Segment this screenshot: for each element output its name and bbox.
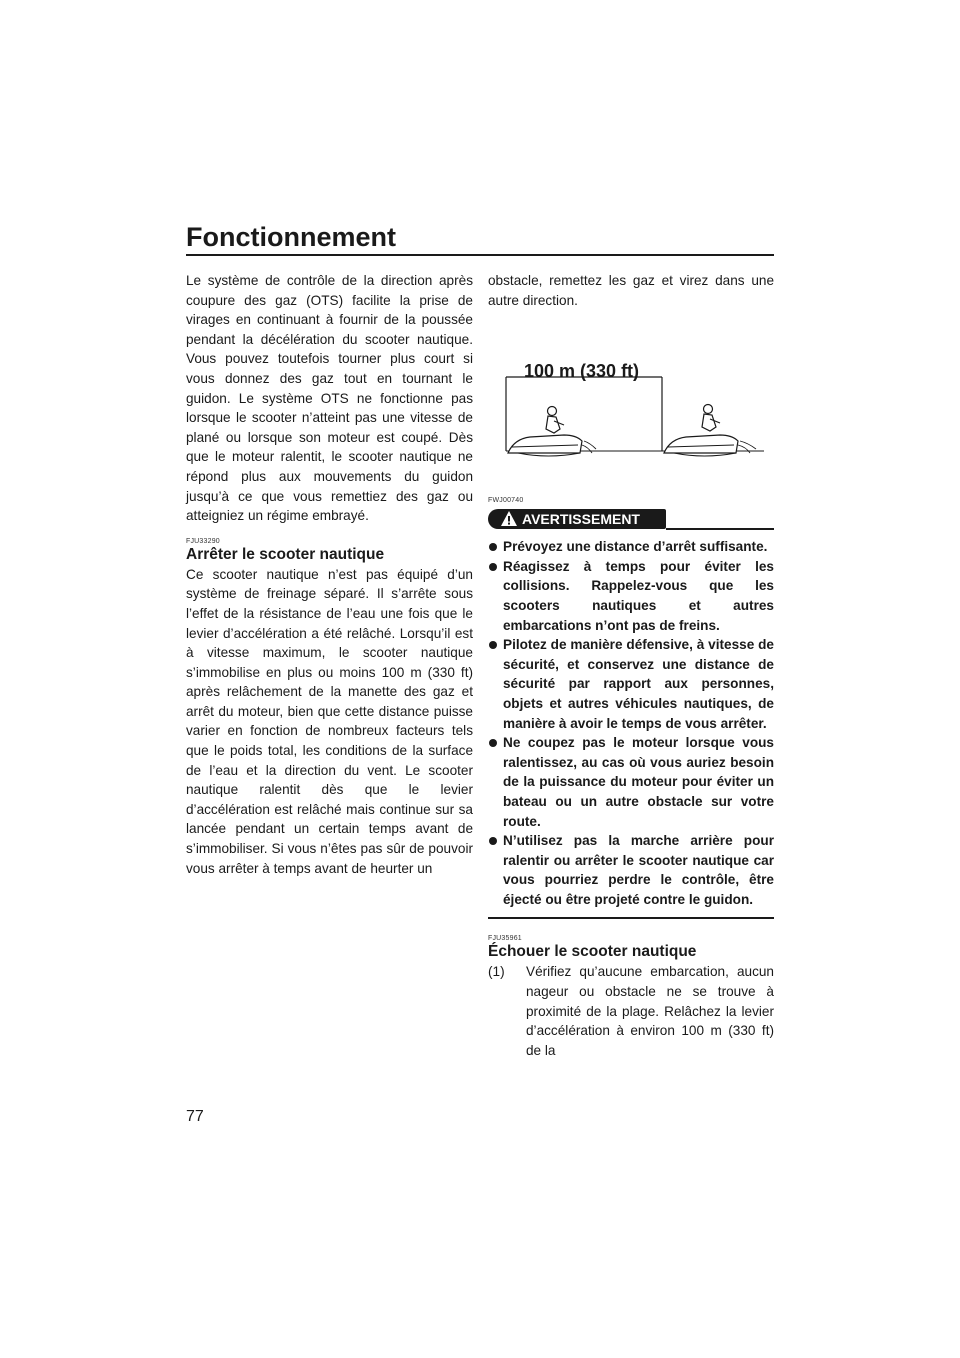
warning-item: Réagissez à temps pour éviter les collisions. Rappelez-vous que les scooters nautiques et autres embarcations n’ont pas de freins. <box>488 557 774 635</box>
bullet-dot-icon <box>489 543 497 551</box>
intro-paragraph: Le système de contrôle de la direction après coupure des gaz (OTS) facilite la prise de virages en continuant à fournir de la poussée pendant la décélération du scooter nautique. Vous pouvez toutefois tourner plus court si vous donnez des gaz tout en tournant le guidon. Le système OTS ne fonctionne pas lorsque le scooter n’atteint pas une vitesse de plané ou lorsque son moteur est coupé. Dès que le moteur ralentit, le scooter nautique ne répond plus aux mouvements du guidon jusqu’à ce que vous remettiez des gaz ou atteigniez un régime embrayé. <box>186 273 473 524</box>
warning-item: Ne coupez pas le moteur lorsque vous ralentissez, au cas où vous auriez besoin de la puissance du moteur pour éviter un bateau ou un autre obstacle sur votre route. <box>488 733 774 831</box>
section-title-beach: Échouer le scooter nautique <box>488 943 697 961</box>
page-title: Fonctionnement <box>186 222 396 252</box>
warning-list <box>488 537 774 909</box>
watercraft-left-icon <box>508 407 596 457</box>
warning-item: N’utilisez pas la marche arrière pour ralentir ou arrêter le scooter nautique car vous pourriez perdre le contrôle, être éjecté ou être projeté contre le guidon. <box>488 831 774 909</box>
bullet-dot-icon <box>489 837 497 845</box>
warning-triangle-icon <box>500 510 518 527</box>
stopping-distance-illustration <box>488 329 774 497</box>
section-code: FJU35961 <box>488 935 522 943</box>
step-text: Vérifiez qu’aucune embarcation, aucun nageur ou obstacle ne se trouve à proximité de la plage. Relâchez la levier d’accélération à environ 100 m (330 ft) de la <box>526 964 774 1058</box>
warning-code: FWJ00740 <box>488 497 524 505</box>
bullet-dot-icon <box>489 739 497 747</box>
warning-label: AVERTISSEMENT <box>522 511 640 528</box>
warning-item: Pilotez de manière défensive, à vitesse de sécurité, et conservez une distance de sécurité par rapport aux personnes, objets et autres véhicules nautiques, de manière à avoir le temps de vous arrêter. <box>488 635 774 733</box>
bullet-dot-icon <box>489 641 497 649</box>
warning-item: Prévoyez une distance d’arrêt suffisante. <box>488 537 774 557</box>
step-number: (1) <box>488 964 505 980</box>
watercraft-right-icon <box>664 405 756 457</box>
warning-badge <box>488 509 666 529</box>
warning-bottom-rule <box>488 917 774 919</box>
warning-header <box>488 505 774 531</box>
left-column <box>186 271 473 878</box>
bullet-dot-icon <box>489 563 497 571</box>
continuation-paragraph: obstacle, remettez les gaz et virez dans une autre direction. <box>488 273 774 308</box>
section-title-stop: Arrêter le scooter nautique <box>186 545 385 563</box>
title-rule <box>186 254 774 256</box>
step-item <box>488 962 774 1060</box>
stop-paragraph: Ce scooter nautique n’est pas équipé d’un système de freinage séparé. Il s’arrête sous l’effet de la résistance de l’eau une fois que le levier d’accélération a été relâché. Lorsqu’il est à vitesse maximum, le scooter nautique s’immobilise en plus ou moins 100 m (330 ft) après relâchement de la manette des gaz et arrêt du moteur, bien que cette distance puisse varier en fonction de nombreux facteurs tels que le poids total, les conditions de la surface de l’eau et la direction du vent. Le scooter nautique ralentit dès que le levier d’accélération est relâché mais continue sur sa lancée pendant un certain temps avant de s’immobiliser. Si vous n’êtes pas sûr de pouvoir vous arrêter à temps avant de heurter un <box>186 566 473 876</box>
warning-header-rule <box>666 528 774 530</box>
right-column <box>488 271 774 1060</box>
distance-label: 100 m (330 ft) <box>524 361 640 382</box>
section-code: FJU33290 <box>186 537 220 545</box>
page-number: 77 <box>186 1108 204 1125</box>
stopping-distance-figure <box>488 329 774 497</box>
